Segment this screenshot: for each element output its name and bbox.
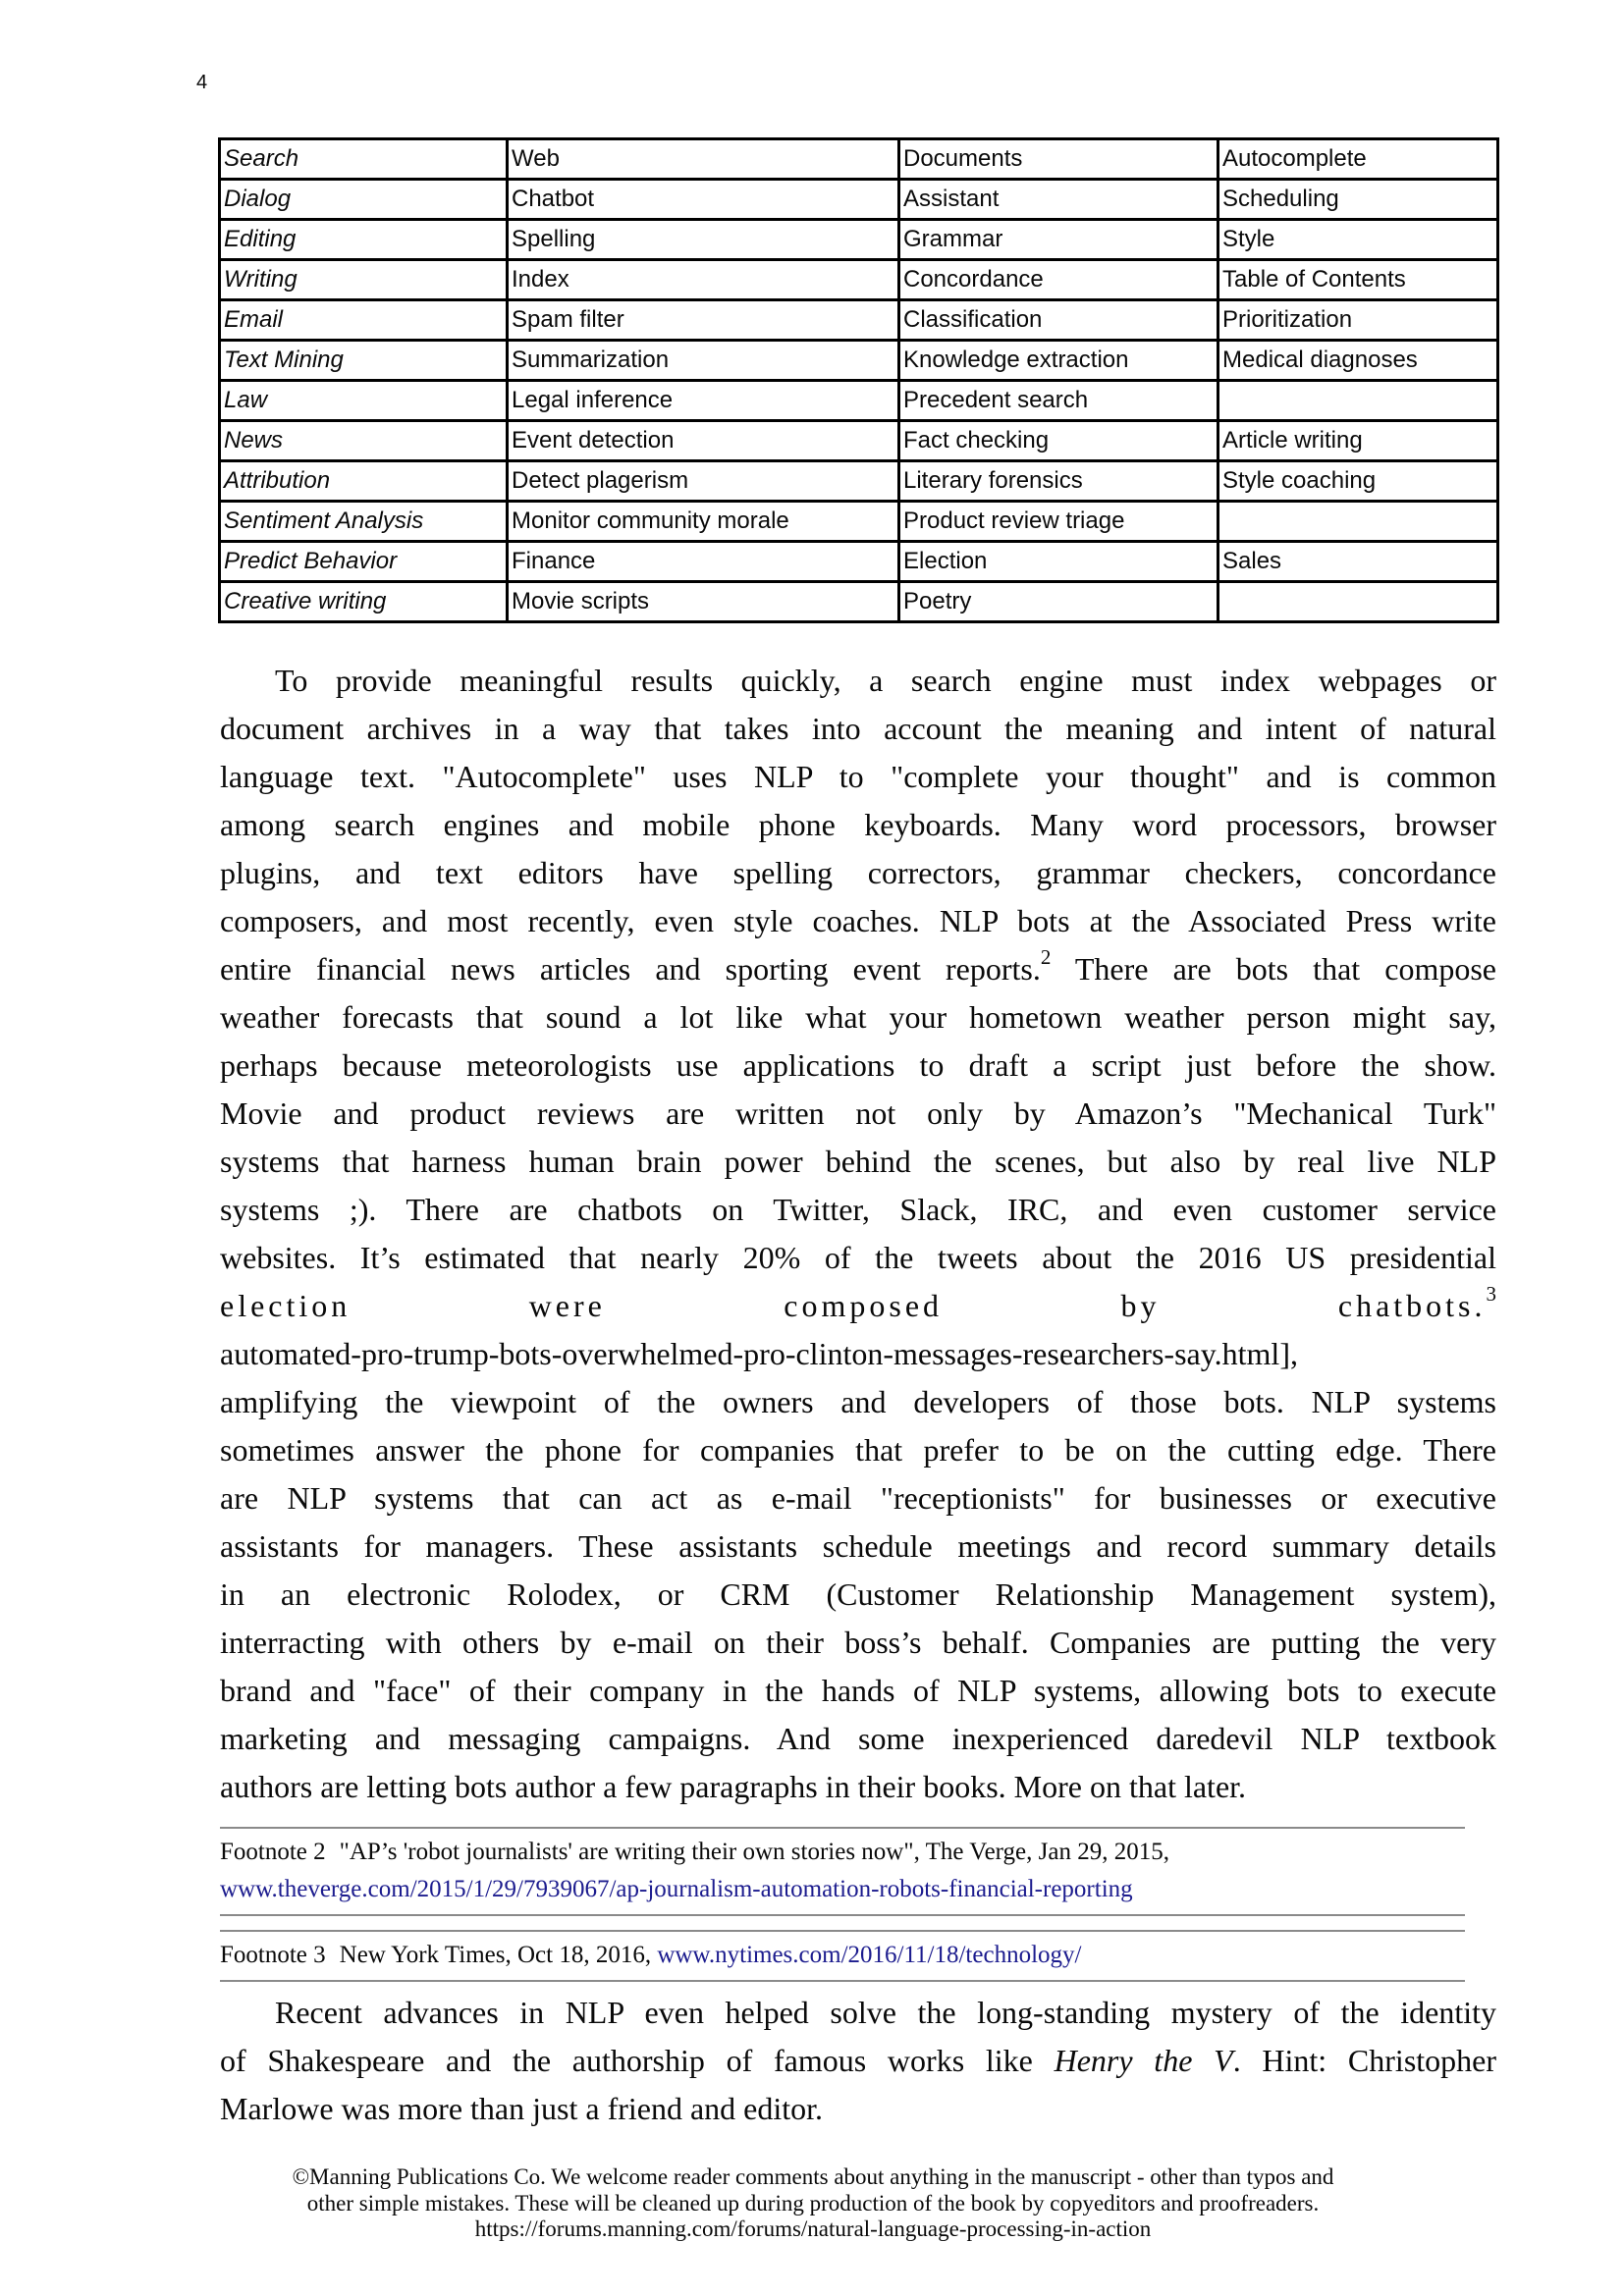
text-line: [220, 705, 1496, 753]
text-run: websites. It’s estimated that nearly 20% of the tweets about the 2016 US presidential: [220, 1240, 1496, 1275]
text-line: [220, 1426, 1496, 1474]
table-cell: Summarization: [508, 341, 899, 381]
text-run: assistants for managers. These assistants schedule meetings and record summary details: [220, 1528, 1496, 1564]
table-cell: Chatbot: [508, 180, 899, 220]
footnote-3: [220, 1937, 1496, 1974]
table-cell: Scheduling: [1218, 180, 1498, 220]
table-cell-category: Predict Behavior: [220, 542, 508, 582]
text-run: automated-pro-trump-bots-overwhelmed-pro-clinton-messages-researchers-say.html],: [220, 1336, 1298, 1371]
text-run: authors are letting bots author a few paragraphs in their books. More on that later.: [220, 1769, 1247, 1804]
text-run: composers, and most recently, even style coaches. NLP bots at the Associated Press write: [220, 903, 1496, 938]
table-cell: Web: [508, 139, 899, 180]
footnote-text: New York Times, Oct 18, 2016,: [339, 1942, 652, 1968]
table-cell: Sales: [1218, 542, 1498, 582]
table-cell: Event detection: [508, 421, 899, 461]
text-run: Recent advances in NLP even helped solve the long-standing mystery of the identity: [275, 1995, 1496, 2030]
footer-line: other simple mistakes. These will be cleaned up during production of the book by copyeditors and proofreaders.: [306, 2190, 1320, 2216]
table-cell: Documents: [899, 139, 1218, 180]
text-run: are NLP systems that can act as e-mail "receptionists" for businesses or executive: [220, 1480, 1496, 1516]
table-cell-category: Dialog: [220, 180, 508, 220]
footnote-text: "AP’s 'robot journalists' are writing their own stories now", The Verge, Jan 29, 2015,: [339, 1839, 1169, 1865]
page-number: 4: [196, 72, 208, 93]
table-cell-category: Email: [220, 300, 508, 341]
text-line: [220, 1715, 1496, 1763]
text-line: [220, 945, 1496, 993]
table-row: [220, 381, 1498, 421]
nlp-applications-table: [218, 137, 1499, 623]
footnote-reference[interactable]: 2: [1040, 945, 1052, 970]
text-line: [220, 1186, 1496, 1234]
text-run: brand and "face" of their company in the hands of NLP systems, allowing bots to execute: [220, 1673, 1496, 1708]
table-cell: Article writing: [1218, 421, 1498, 461]
table-row: [220, 341, 1498, 381]
table-row: [220, 139, 1498, 180]
table-cell: Autocomplete: [1218, 139, 1498, 180]
text-line: [220, 801, 1496, 849]
text-run: systems ;). There are chatbots on Twitter, Slack, IRC, and even customer service: [220, 1192, 1496, 1227]
text-line: [220, 1138, 1496, 1186]
text-run: in an electronic Rolodex, or CRM (Customer Relationship Management system),: [220, 1576, 1496, 1612]
table-cell: [1218, 582, 1498, 622]
text-run: among search engines and mobile phone keyboards. Many word processors, browser: [220, 807, 1496, 842]
table-cell: Knowledge extraction: [899, 341, 1218, 381]
text-line: [220, 1667, 1496, 1715]
table-cell: Grammar: [899, 220, 1218, 260]
table-row: [220, 461, 1498, 502]
table-cell-category: Search: [220, 139, 508, 180]
table-cell: Spam filter: [508, 300, 899, 341]
table-row: [220, 542, 1498, 582]
text-run: plugins, and text editors have spelling correctors, grammar checkers, concordance: [220, 855, 1496, 890]
table-cell: Index: [508, 260, 899, 300]
table-cell: Medical diagnoses: [1218, 341, 1498, 381]
table-cell-category: Editing: [220, 220, 508, 260]
text-line: [220, 1041, 1496, 1090]
text-run: sometimes answer the phone for companies that prefer to be on the cutting edge. There: [220, 1432, 1496, 1468]
text-line: [220, 1763, 1496, 1811]
text-line: [220, 1522, 1496, 1571]
text-run: document archives in a way that takes into account the meaning and intent of natural: [220, 711, 1496, 746]
footnote-link[interactable]: www.theverge.com/2015/1/29/7939067/ap-journalism-automation-robots-financial-reporting: [220, 1876, 1133, 1902]
table-cell: Fact checking: [899, 421, 1218, 461]
text-line: [220, 897, 1496, 945]
text-line: [220, 2037, 1496, 2085]
table-row: [220, 260, 1498, 300]
text-line: [220, 2085, 1496, 2133]
text-run: systems that harness human brain power behind the scenes, but also by real live NLP: [220, 1144, 1496, 1179]
footnote-rule: [220, 1930, 1465, 1932]
footnote-rule: [220, 1914, 1465, 1916]
footnote-label: Footnote 2: [220, 1839, 326, 1865]
text-run: perhaps because meteorologists use applications to draft a script just before the show.: [220, 1047, 1496, 1083]
text-line: [220, 1378, 1496, 1426]
table-cell: Detect plagerism: [508, 461, 899, 502]
text-run: election were composed by chatbots.: [220, 1288, 1487, 1323]
text-run: language text. "Autocomplete" uses NLP to "complete your thought" and is common: [220, 759, 1496, 794]
text-line: [220, 1090, 1496, 1138]
text-run: weather forecasts that sound a lot like what your hometown weather person might say,: [220, 999, 1496, 1035]
body-paragraph: [220, 1989, 1496, 2133]
footnote-label: Footnote 3: [220, 1942, 326, 1968]
text-run: Marlowe was more than just a friend and editor.: [220, 2091, 824, 2126]
table-cell-category: Creative writing: [220, 582, 508, 622]
text-line: [220, 849, 1496, 897]
table-cell-category: Law: [220, 381, 508, 421]
footnote-link[interactable]: www.nytimes.com/2016/11/18/technology/: [657, 1942, 1082, 1968]
table-row: [220, 300, 1498, 341]
text-line: [220, 1234, 1496, 1282]
table-cell-category: Writing: [220, 260, 508, 300]
table-cell: Finance: [508, 542, 899, 582]
text-line: [220, 1571, 1496, 1619]
text-run: To provide meaningful results quickly, a search engine must index webpages or: [275, 663, 1496, 698]
italic-title: Henry the V: [1054, 2043, 1233, 2078]
table-cell: Election: [899, 542, 1218, 582]
table-row: [220, 582, 1498, 622]
table-cell: Prioritization: [1218, 300, 1498, 341]
table-row: [220, 220, 1498, 260]
text-line: [220, 657, 1496, 705]
table-body: [220, 139, 1498, 622]
table-cell: Classification: [899, 300, 1218, 341]
table-cell: Precedent search: [899, 381, 1218, 421]
text-run: . Hint: Christopher: [1232, 2043, 1497, 2078]
table-cell: Monitor community morale: [508, 502, 899, 542]
body-paragraph: [220, 657, 1496, 1811]
table-cell-category: Text Mining: [220, 341, 508, 381]
table-row: [220, 180, 1498, 220]
footer-line: ©Manning Publications Co. We welcome reader comments about anything in the manuscript - other than typos and: [292, 2164, 1334, 2189]
text-line: [220, 753, 1496, 801]
table-cell-category: Sentiment Analysis: [220, 502, 508, 542]
table-cell: Spelling: [508, 220, 899, 260]
footnote-rule: [220, 1827, 1465, 1829]
text-run: of Shakespeare and the authorship of famous works like: [220, 2043, 1055, 2078]
text-run: entire financial news articles and sporting event reports.: [220, 951, 1041, 987]
table-cell: Product review triage: [899, 502, 1218, 542]
table-cell: Assistant: [899, 180, 1218, 220]
table-cell: Style coaching: [1218, 461, 1498, 502]
text-run: amplifying the viewpoint of the owners and developers of those bots. NLP systems: [220, 1384, 1496, 1419]
table-row: [220, 502, 1498, 542]
table-cell: Concordance: [899, 260, 1218, 300]
text-run: There are bots that compose: [1051, 951, 1497, 987]
text-line: [220, 1474, 1496, 1522]
table-cell-category: News: [220, 421, 508, 461]
table-cell: Style: [1218, 220, 1498, 260]
text-line: [220, 1330, 1496, 1378]
footer-line: https://forums.manning.com/forums/natural-language-processing-in-action: [474, 2216, 1152, 2241]
text-run: Movie and product reviews are written not only by Amazon’s "Mechanical Turk": [220, 1095, 1496, 1131]
table-cell: Table of Contents: [1218, 260, 1498, 300]
page-footer: [196, 2164, 1430, 2243]
text-line: [220, 1619, 1496, 1667]
footnote-rule: [220, 1980, 1465, 1982]
table-cell: Legal inference: [508, 381, 899, 421]
text-line: [220, 1989, 1496, 2037]
text-run: interracting with others by e-mail on their boss’s behalf. Companies are putting the very: [220, 1625, 1496, 1660]
footnote-reference[interactable]: 3: [1486, 1282, 1496, 1307]
text-line: [220, 1282, 1496, 1330]
text-line: [220, 993, 1496, 1041]
table-row: [220, 421, 1498, 461]
table-cell: Literary forensics: [899, 461, 1218, 502]
table-cell: Poetry: [899, 582, 1218, 622]
table-cell: [1218, 502, 1498, 542]
table-cell: [1218, 381, 1498, 421]
table-cell-category: Attribution: [220, 461, 508, 502]
table-cell: Movie scripts: [508, 582, 899, 622]
footnote-2: [220, 1834, 1496, 1908]
text-run: marketing and messaging campaigns. And some inexperienced daredevil NLP textbook: [220, 1721, 1496, 1756]
